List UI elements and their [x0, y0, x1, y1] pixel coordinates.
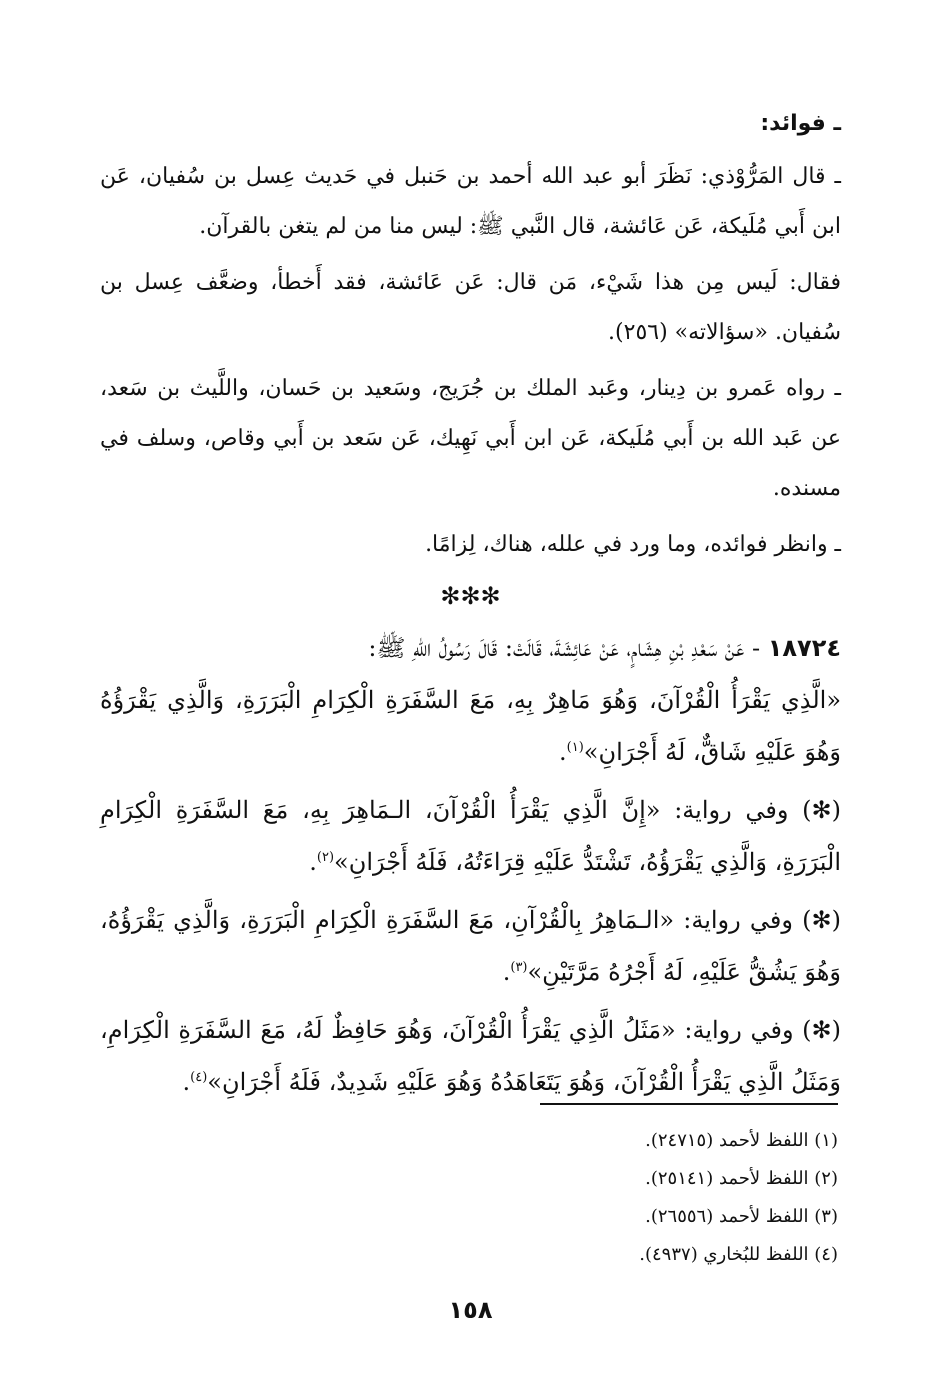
hadith-matn	[100, 674, 841, 778]
riwaya-end: .	[182, 1068, 191, 1096]
riwaya-text: (✻) وفي رواية: «إِنَّ الَّذِي يَقْرَأُ الْقُرْآنَ، الـمَاهِرَ بِهِ، مَعَ السَّفَرَةِ الْكِرَامِ الْبَرَرَةِ، وَالَّذِي يَقْرَؤُهُ، تَشْتَدُّ عَلَيْهِ قِرَاءَتُهُ، فَلَهُ أَجْرَانِ»	[100, 796, 841, 876]
footnotes	[100, 1122, 838, 1274]
riwaya	[100, 1004, 841, 1108]
hadith-isnad: عَنْ سَعْدِ بْنِ هِشَامٍ، عَنْ عَائِشَةَ، قَالَتْ: قَالَ رَسُولُ اللهِ ﷺ:	[368, 634, 745, 662]
riwaya	[100, 784, 841, 888]
paragraph: ـ قال المَرُّوْذي: نَظَرَ أبو عبد الله أحمد بن حَنبل في حَديث عِسل بن سُفيان، عَن ابن أَبي مُلَيكة، عَن عَائشة، قال النَّبي ﷺ: ليس منا من لم يتغن بالقرآن.	[100, 164, 841, 239]
hadith-matn-text: «الَّذِي يَقْرَأُ الْقُرْآنَ، وَهُوَ مَاهِرٌ بِهِ، مَعَ السَّفَرَةِ الْكِرَامِ الْبَرَرَةِ، وَالَّذِي يَقْرَؤُهُ وَهُوَ عَلَيْهِ شَاقٌّ، لَهُ أَجْرَانِ»	[100, 686, 841, 766]
paragraph: ـ رواه عَمرو بن دِينار، وعَبد الملك بن جُرَيج، وسَعيد بن حَسان، واللَّيث بن سَعد، عن عَبد الله بن أَبي مُلَيكة، عَن ابن أَبي نَهِيك، عَن سَعد بن أَبي وقاص، وسلف في مسنده.	[100, 376, 841, 501]
paragraph: فقال: لَيس مِن هذا شَيْء، مَن قال: عَن عَائشة، فقد أَخطأ، وضعَّف عِسل بن سُفيان. «سؤالاته» (٢٥٦).	[100, 270, 841, 345]
footnote-divider	[540, 1103, 838, 1105]
hadith-dash: -	[744, 634, 768, 662]
footnote: (٤) اللفظ للبُخاري (٤٩٣٧).	[639, 1244, 838, 1265]
footnote: (٣) اللفظ لأحمد (٢٦٥٥٦).	[645, 1206, 838, 1227]
paragraph: ـ وانظر فوائده، وما ورد في علله، هناك، لِزامًا.	[425, 532, 841, 557]
footnote: (٢) اللفظ لأحمد (٢٥١٤١).	[645, 1168, 838, 1189]
matn-end: .	[558, 738, 567, 766]
hadith-number: ١٨٧٢٤	[767, 634, 841, 662]
footnote-ref: (١)	[566, 740, 584, 755]
footnote: (١) اللفظ لأحمد (٢٤٧١٥).	[645, 1130, 838, 1151]
section-heading: ـ فوائد:	[760, 111, 841, 136]
page-number: ١٥٨	[448, 1296, 493, 1324]
main-text-column	[100, 104, 841, 1114]
footnote-ref: (٢)	[316, 850, 335, 865]
section-separator: ✻✻✻	[440, 582, 501, 610]
riwaya-end: .	[502, 958, 511, 986]
footnote-ref: (٤)	[190, 1070, 208, 1085]
hadith-header	[100, 622, 841, 674]
riwaya-end: .	[309, 848, 317, 876]
riwaya-text: (✻) وفي رواية: «مَثَلُ الَّذِي يَقْرَأُ الْقُرْآنَ، وَهُوَ حَافِظٌ لَهُ، مَعَ السَّفَرَةِ الْكِرَامِ، وَمَثَلُ الَّذِي يَقْرَأُ الْقُرْآنَ، وَهُوَ يَتَعَاهَدُهُ وَهُوَ عَلَيْهِ شَدِيدٌ، فَلَهُ أَجْرَانِ»	[100, 1016, 841, 1096]
riwaya	[100, 894, 841, 998]
footnote-ref: (٣)	[510, 960, 528, 975]
riwaya-text: (✻) وفي رواية: «الـمَاهِرُ بِالْقُرْآنِ، مَعَ السَّفَرَةِ الْكِرَامِ الْبَرَرَةِ، وَالَّذِي يَقْرَؤُهُ، وَهُوَ يَشُقُّ عَلَيْهِ، لَهُ أَجْرُهُ مَرَّتَيْنِ»	[100, 906, 841, 986]
